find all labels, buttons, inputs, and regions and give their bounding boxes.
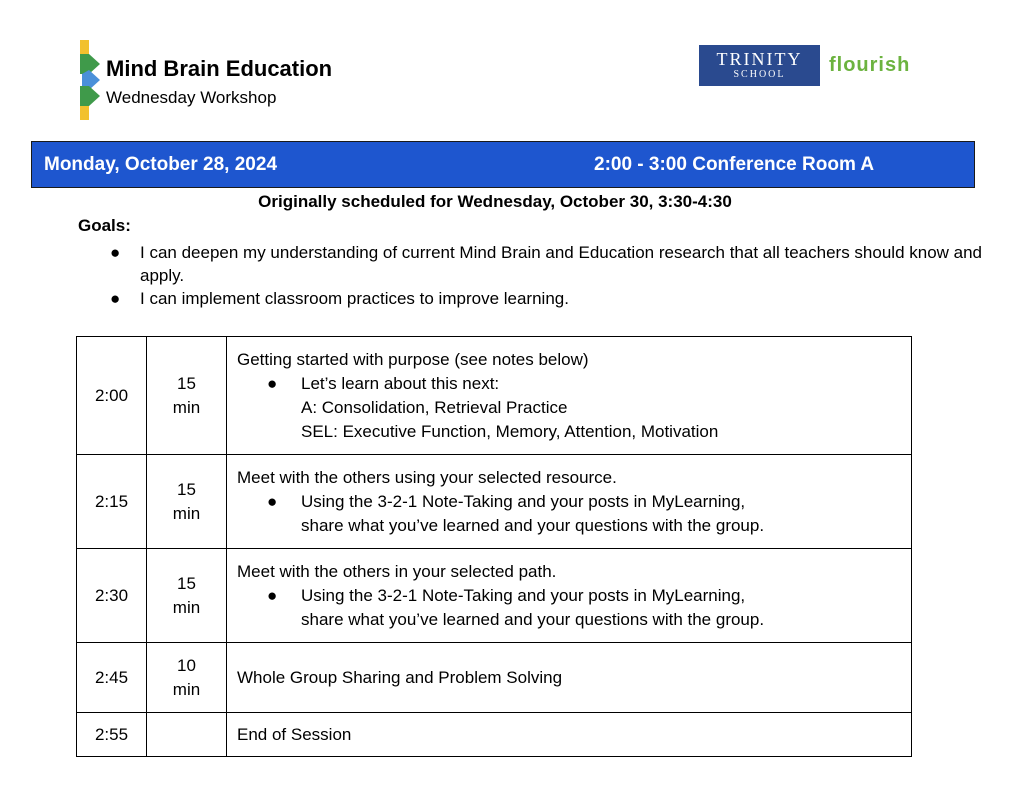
flourish-tagline: flourish [829,54,911,76]
agenda-activity [227,337,912,455]
bullet-text: share what you’ve learned and your questions with the group. [301,609,765,629]
bullet-text: Let’s learn about this next: [301,373,500,393]
agenda-duration: 15 min [172,479,201,523]
activity-title: Meet with the others in your selected path. [237,561,557,581]
date-banner [31,141,975,188]
activity-bullet [237,490,903,538]
agenda-time: 2:45 [77,643,147,713]
agenda-table [76,336,912,757]
agenda-activity [227,713,912,757]
agenda-time: 2:00 [77,337,147,455]
trinity-school-logo [699,45,820,86]
goal-item [108,287,988,310]
agenda-duration: 15 min [172,373,201,417]
goals-heading: Goals: [78,216,131,235]
agenda-activity [227,549,912,643]
bullet-icon: ● [267,585,278,605]
bullet-icon: ● [267,491,278,511]
activity-bullet [237,372,903,396]
mind-brain-logo-icon [80,40,102,120]
bullet-icon: ● [267,373,278,393]
session-date: Monday, October 28, 2024 [44,154,278,175]
agenda-duration: 15 min [172,573,201,617]
agenda-row [77,643,912,713]
agenda-row [77,455,912,549]
trinity-logo-sub: SCHOOL [733,69,786,80]
agenda-row [77,713,912,757]
activity-bullet [237,584,903,632]
activity-title: End of Session [237,724,352,744]
bullet-text: Using the 3-2-1 Note-Taking and your posts in MyLearning, [301,585,746,605]
activity-subline: SEL: Executive Function, Memory, Attention, Motivation [301,421,719,441]
activity-subline: A: Consolidation, Retrieval Practice [301,397,568,417]
logo-subtitle: Wednesday Workshop [106,88,277,107]
bullet-text: share what you’ve learned and your questions with the group. [301,515,765,535]
activity-title: Whole Group Sharing and Problem Solving [237,667,563,687]
agenda-time: 2:30 [77,549,147,643]
agenda-time: 2:55 [77,713,147,757]
goal-text: I can implement classroom practices to improve learning. [140,289,569,308]
activity-title: Meet with the others using your selected resource. [237,467,617,487]
agenda-time: 2:15 [77,455,147,549]
goal-text: I can deepen my understanding of current Mind Brain and Education research that all teachers should know and apply. [140,243,983,285]
bullet-icon: ● [110,289,121,308]
bullet-text: Using the 3-2-1 Note-Taking and your posts in MyLearning, [301,491,746,511]
goals-list [108,241,988,310]
activity-title: Getting started with purpose (see notes below) [237,349,589,369]
goal-item [108,241,988,287]
bullet-icon: ● [110,243,121,262]
agenda-duration: 10 min [172,655,201,699]
agenda-row [77,549,912,643]
rescheduled-note: Originally scheduled for Wednesday, October 30, 3:30-4:30 [258,192,732,211]
agenda-activity [227,643,912,713]
logo-title: Mind Brain Education [106,56,333,81]
agenda-activity [227,455,912,549]
session-time-location: 2:00 - 3:00 Conference Room A [594,154,875,175]
trinity-logo-main: TRINITY [716,49,803,69]
agenda-row [77,337,912,455]
